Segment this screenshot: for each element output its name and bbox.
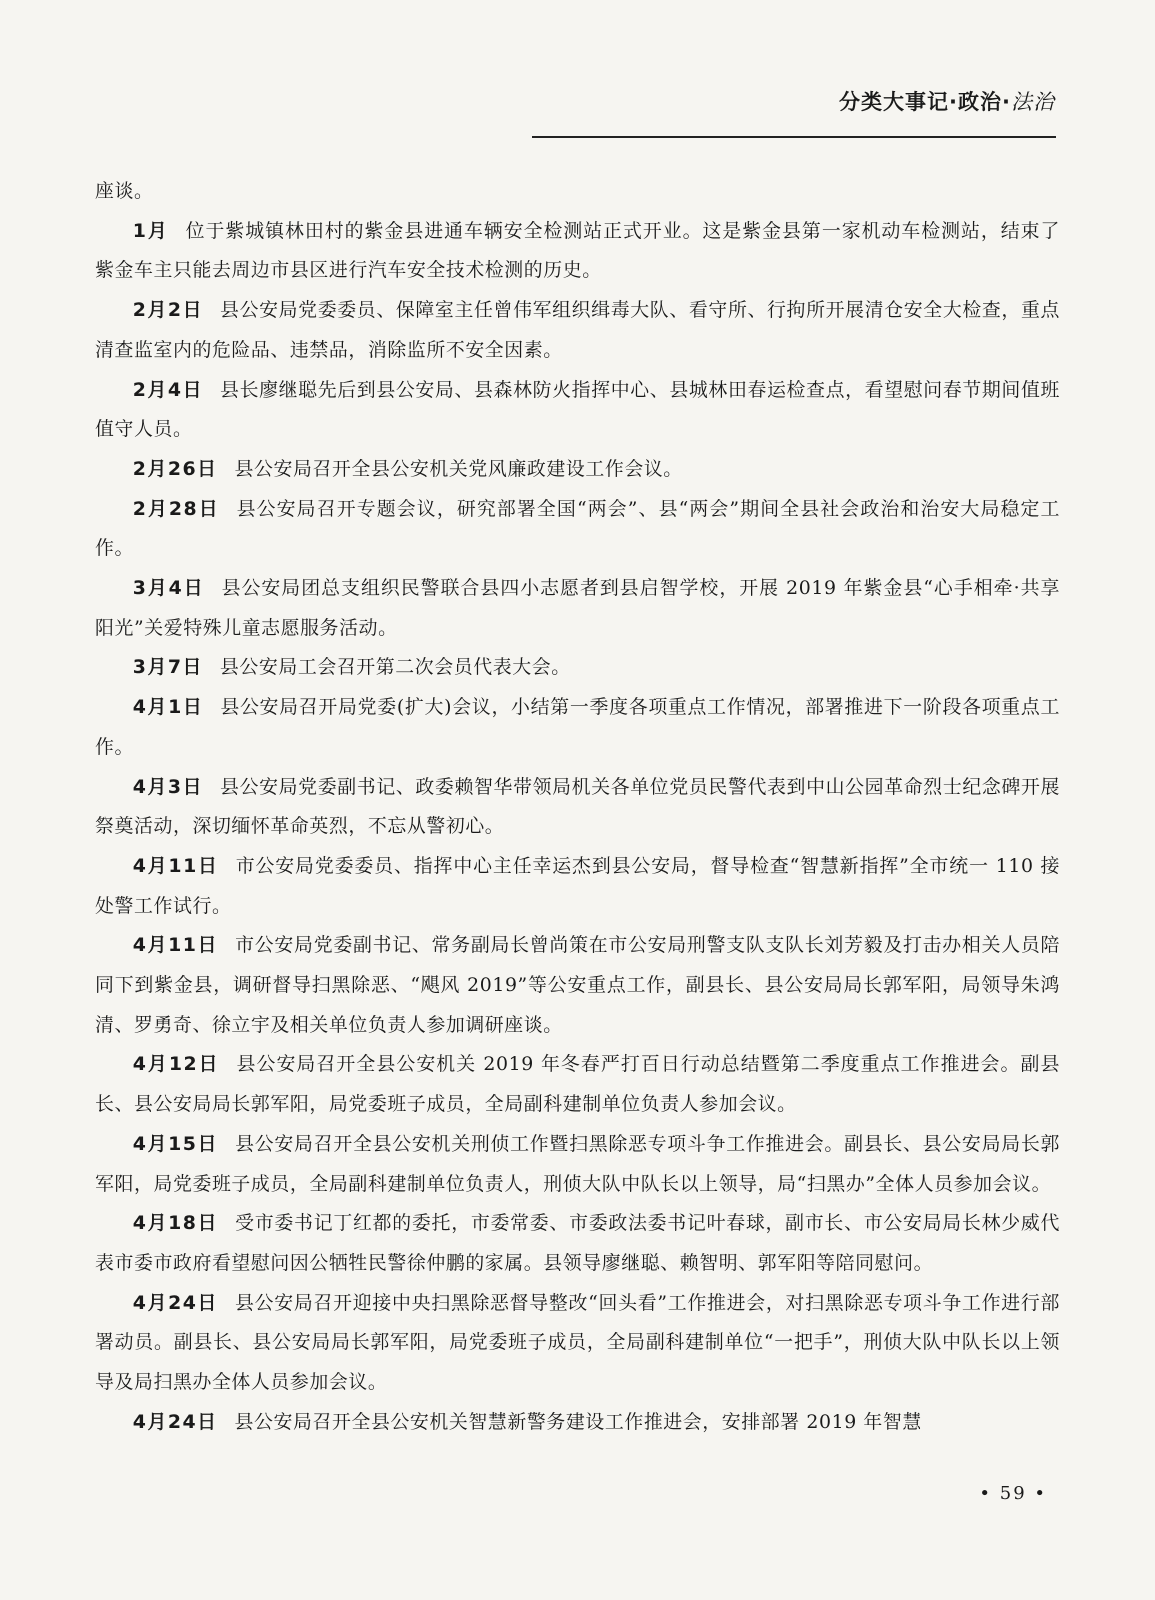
- entry-9: [95, 768, 1060, 847]
- header-rule: [532, 136, 1056, 138]
- chronicle-body: [95, 172, 1060, 1443]
- entry-12: [95, 1045, 1060, 1124]
- entry-13: [95, 1125, 1060, 1204]
- running-header: [839, 86, 1055, 116]
- page-number: • 59 •: [979, 1483, 1047, 1504]
- entry-16: [95, 1403, 1060, 1443]
- entry-date: 1月: [132, 219, 169, 242]
- entry-date: 2月4日: [132, 378, 204, 401]
- entry-text: 县公安局召开专题会议，研究部署全国“两会”、县“两会”期间全县社会政治和治安大局稳定工作。: [95, 497, 1060, 560]
- entry-date: 2月26日: [132, 457, 218, 480]
- running-header-title: 分类大事记·政治·法治: [839, 90, 1055, 114]
- entry-7: [95, 648, 1060, 688]
- entry-text: 县公安局党委委员、保障室主任曾伟军组织缉毒大队、看守所、行拘所开展清仓安全大检查，重点清查监室内的危险品、违禁品，消除监所不安全因素。: [95, 299, 1060, 361]
- entry-10: [95, 847, 1060, 926]
- entry-6: [95, 569, 1060, 648]
- entry-text: 县公安局召开全县公安机关党风廉政建设工作会议。: [234, 457, 683, 480]
- entry-date: 2月28日: [132, 497, 220, 520]
- running-header-subtitle: 法治: [1011, 90, 1055, 114]
- entry-date: 3月7日: [132, 656, 203, 679]
- entry-date: 4月11日: [132, 934, 219, 957]
- entry-text: 县公安局召开局党委(扩大)会议，小结第一季度各项重点工作情况，部署推进下一阶段各项重点工作。: [95, 696, 1060, 758]
- entry-4: [95, 450, 1060, 490]
- entry-text: 县公安局召开全县公安机关 2019 年冬春严打百日行动总结暨第二季度重点工作推进会。副县长、县公安局局长郭军阳，局党委班子成员，全局副科建制单位负责人参加会议。: [95, 1053, 1061, 1116]
- entry-5: [95, 490, 1060, 569]
- entry-2: [95, 291, 1060, 370]
- entry-text: 县公安局团总支组织民警联合县四小志愿者到县启智学校，开展 2019 年紫金县“心手相牵·共享阳光”关爱特殊儿童志愿服务活动。: [95, 577, 1060, 639]
- entry-text: 座谈。: [95, 180, 154, 202]
- entry-text: 市公安局党委副书记、常务副局长曾尚策在市公安局刑警支队支队长刘芳毅及打击办相关人员陪同下到紫金县，调研督导扫黑除恶、“飓风 2019”等公安重点工作，副县长、县公安局局长郭军阳，局领导朱鸿清、罗勇奇、徐立宇及相关单位负责人参加调研座谈。: [95, 934, 1060, 1036]
- entry-date: 4月11日: [132, 854, 219, 877]
- entry-text: 县公安局工会召开第二次会员代表大会。: [219, 656, 571, 679]
- entry-3: [95, 371, 1060, 450]
- entry-date: 3月4日: [132, 577, 205, 600]
- entry-1: [95, 212, 1060, 291]
- entry-text: 县公安局召开全县公安机关智慧新警务建设工作推进会，安排部署 2019 年智慧: [234, 1410, 922, 1433]
- entry-date: 4月3日: [132, 775, 204, 798]
- entry-14: [95, 1204, 1060, 1283]
- entry-text: 县公安局召开全县公安机关刑侦工作暨扫黑除恶专项斗争工作推进会。副县长、县公安局局长郭军阳，局党委班子成员，全局副科建制单位负责人，刑侦大队中队长以上领导，局“扫黑办”全体人员参加会议。: [95, 1132, 1060, 1195]
- entry-text: 受市委书记丁红都的委托，市委常委、市委政法委书记叶春球，副市长、市公安局局长林少威代表市委市政府看望慰问因公牺牲民警徐仲鹏的家属。县领导廖继聪、赖智明、郭军阳等陪同慰问。: [95, 1212, 1060, 1274]
- entry-text: 位于紫城镇林田村的紫金县进通车辆安全检测站正式开业。这是紫金县第一家机动车检测站，结束了紫金车主只能去周边市县区进行汽车安全技术检测的历史。: [95, 219, 1060, 282]
- entry-8: [95, 688, 1060, 767]
- entry-date: 4月12日: [132, 1053, 220, 1076]
- entry-text: 县公安局党委副书记、政委赖智华带领局机关各单位党员民警代表到中山公园革命烈士纪念碑开展祭奠活动，深切缅怀革命英烈，不忘从警初心。: [95, 775, 1060, 838]
- entry-date: 4月18日: [132, 1212, 219, 1235]
- entry-text: 县公安局召开迎接中央扫黑除恶督导整改“回头看”工作推进会，对扫黑除恶专项斗争工作进行部署动员。副县长、县公安局局长郭军阳，局党委班子成员，全局副科建制单位“一把手”，刑侦大队中队长以上领导及局扫黑办全体人员参加会议。: [95, 1291, 1060, 1394]
- entry-date: 4月1日: [132, 696, 204, 719]
- entry-date: 4月24日: [132, 1410, 218, 1433]
- entry-15: [95, 1284, 1060, 1403]
- entry-0: [95, 172, 1060, 212]
- entry-text: 县长廖继聪先后到县公安局、县森林防火指挥中心、县城林田春运检查点，看望慰问春节期间值班值守人员。: [95, 378, 1060, 441]
- entry-date: 2月2日: [132, 299, 204, 322]
- entry-text: 市公安局党委委员、指挥中心主任幸运杰到县公安局，督导检查“智慧新指挥”全市统一 110 接处警工作试行。: [95, 854, 1060, 917]
- entry-date: 4月15日: [132, 1132, 219, 1155]
- entry-date: 4月24日: [132, 1291, 219, 1314]
- entry-11: [95, 926, 1060, 1045]
